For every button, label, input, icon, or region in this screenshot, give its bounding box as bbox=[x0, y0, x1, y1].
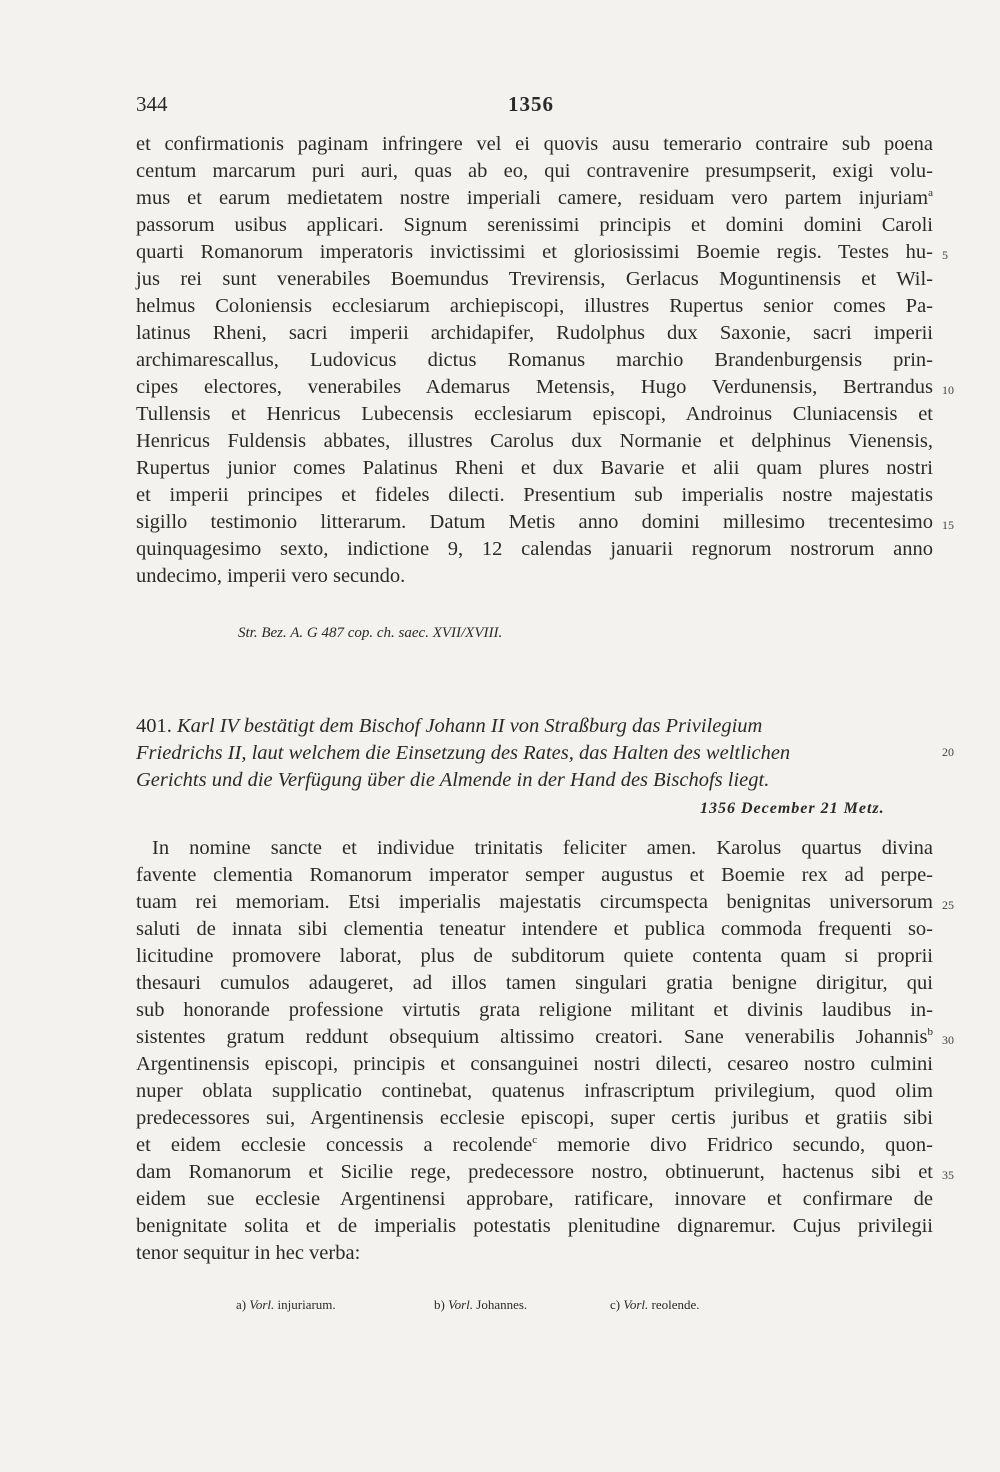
footnote-marker: a bbox=[928, 187, 933, 199]
line-number: 10 bbox=[942, 383, 954, 397]
text-line: et confirmationis paginam infringere vel ei quovis ausu temerario contraire sub poena bbox=[136, 133, 933, 155]
text-line: Argentinensis episcopi, principis et consanguinei nostri dilecti, cesareo nostro culmini bbox=[136, 1053, 933, 1075]
line-number: 15 bbox=[942, 518, 954, 532]
footnote-siglum: Vorl. bbox=[249, 1297, 275, 1312]
line-number: 25 bbox=[942, 898, 954, 912]
regest-line: Friedrichs II, laut welchem die Einsetzung des Rates, das Halten des weltlichen bbox=[136, 742, 791, 764]
text-line: quarti Romanorum imperatoris invictissimi et gloriosissimi Boemie regis. Testes hu- bbox=[136, 241, 933, 263]
text-line: In nomine sancte et individue trinitatis feliciter amen. Karolus quartus divina bbox=[152, 837, 933, 859]
text-line: tuam rei memoriam. Etsi imperialis majestatis circumspecta benignitas universorum bbox=[136, 891, 933, 913]
text-line: passorum usibus applicari. Signum serenissimi principis et domini domini Caroli bbox=[136, 214, 933, 236]
regest-text: Karl IV bestätigt dem Bischof Johann II von Straßburg das Privilegium bbox=[177, 715, 763, 737]
text-line: cipes electores, venerabiles Ademarus Metensis, Hugo Verdunensis, Bertrandus bbox=[136, 376, 933, 398]
footnote-mark: a) bbox=[236, 1297, 247, 1312]
text-segment: mus et earum medietatem nostre imperiali camere, residuam vero partem injuriam bbox=[136, 187, 929, 209]
line-number: 35 bbox=[942, 1168, 954, 1182]
text-segment: memorie divo Fridrico secundo, quon- bbox=[537, 1134, 933, 1156]
footnote-mark: c) bbox=[610, 1297, 621, 1312]
text-line: et imperii principes et fideles dilecti. Presentium sub imperialis nostre majestatis bbox=[136, 484, 933, 506]
date-place: 1356 December 21 Metz. bbox=[700, 800, 885, 817]
text-line: Henricus Fuldensis abbates, illustres Carolus dux Normanie et delphinus Vienensis, bbox=[136, 430, 933, 452]
text-line: nuper oblata supplicatio continebat, quatenus infrascriptum privilegium, quod olim bbox=[136, 1080, 933, 1102]
regest-line: Gerichts und die Verfügung über die Almende in der Hand des Bischofs liegt. bbox=[136, 769, 770, 791]
page-header bbox=[136, 92, 936, 122]
text-line: thesauri cumulos adaugeret, ad illos tamen singulari gratia benigne dirigitur, qui bbox=[136, 972, 933, 994]
text-segment: et eidem ecclesie concessis a recolende bbox=[136, 1134, 533, 1156]
text-line: eidem sue ecclesie Argentinensi approbare, ratificare, innovare et confirmare de bbox=[136, 1188, 933, 1210]
text-line: helmus Coloniensis ecclesiarum archiepiscopi, illustres Rupertus senior comes Pa- bbox=[136, 295, 933, 317]
footnote-reading: reolende. bbox=[651, 1297, 700, 1312]
text-line: sigillo testimonio litterarum. Datum Metis anno domini millesimo trecentesimo bbox=[136, 511, 933, 533]
text-line: sub honorande professione virtutis grata religione militant et divinis laudibus in- bbox=[136, 999, 933, 1021]
text-line: Tullensis et Henricus Lubecensis ecclesiarum episcopi, Androinus Cluniacensis et bbox=[136, 403, 933, 425]
text-line: favente clementia Romanorum imperator semper augustus et Boemie rex ad perpe- bbox=[136, 864, 933, 886]
document-heading bbox=[136, 713, 933, 740]
text-line: predecessores sui, Argentinensis ecclesie episcopi, super certis juribus et gratiis sibi bbox=[136, 1107, 933, 1129]
footnote bbox=[236, 1297, 336, 1313]
text-line bbox=[136, 1024, 933, 1051]
text-line: undecimo, imperii vero secundo. bbox=[136, 565, 406, 587]
footnote-reading: Johannes. bbox=[476, 1297, 528, 1312]
text-line: centum marcarum puri auri, quas ab eo, qui contravenire presumpserit, exigi volu- bbox=[136, 160, 933, 182]
footnote bbox=[610, 1297, 700, 1313]
footnote bbox=[434, 1297, 527, 1313]
line-number: 20 bbox=[942, 745, 954, 759]
source-citation: Str. Bez. A. G 487 cop. ch. saec. XVII/XVIII. bbox=[238, 625, 503, 641]
line-number: 5 bbox=[942, 248, 948, 262]
footnote-mark: b) bbox=[434, 1297, 445, 1312]
text-line: tenor sequitur in hec verba: bbox=[136, 1242, 361, 1264]
footnote-marker: c bbox=[532, 1134, 538, 1146]
text-line: Rupertus junior comes Palatinus Rheni et dux Bavarie et alii quam plures nostri bbox=[136, 457, 933, 479]
document-number: 401. bbox=[136, 715, 172, 737]
footnote-marker: b bbox=[927, 1026, 933, 1038]
text-segment: sistentes gratum reddunt obsequium altissimo creatori. Sane venerabilis Johannis bbox=[136, 1026, 928, 1048]
page-number: 344 bbox=[136, 92, 168, 116]
running-year: 1356 bbox=[508, 92, 554, 116]
footnote-siglum: Vorl. bbox=[448, 1297, 474, 1312]
text-line: benignitate solita et de imperialis potestatis plenitudine dignaremur. Cujus privilegii bbox=[136, 1215, 933, 1237]
text-line: archimarescallus, Ludovicus dictus Romanus marchio Brandenburgensis prin- bbox=[136, 349, 933, 371]
line-number: 30 bbox=[942, 1033, 954, 1047]
text-line: saluti de innata sibi clementia teneatur intendere et publica commoda frequenti so- bbox=[136, 918, 933, 940]
text-line: latinus Rheni, sacri imperii archidapifer, Rudolphus dux Saxonie, sacri imperii bbox=[136, 322, 933, 344]
footnote-siglum: Vorl. bbox=[623, 1297, 649, 1312]
text-line: licitudine promovere laborat, plus de subditorum quiete contenta quam si proprii bbox=[136, 945, 933, 967]
text-line bbox=[136, 1132, 933, 1159]
text-line bbox=[136, 185, 933, 212]
text-line: dam Romanorum et Sicilie rege, predecessore nostro, obtinuerunt, hactenus sibi et bbox=[136, 1161, 933, 1183]
text-line: quinquagesimo sexto, indictione 9, 12 calendas januarii regnorum nostrorum anno bbox=[136, 538, 933, 560]
text-line: jus rei sunt venerabiles Boemundus Trevirensis, Gerlacus Moguntinensis et Wil- bbox=[136, 268, 933, 290]
footnote-reading: injuriarum. bbox=[277, 1297, 336, 1312]
